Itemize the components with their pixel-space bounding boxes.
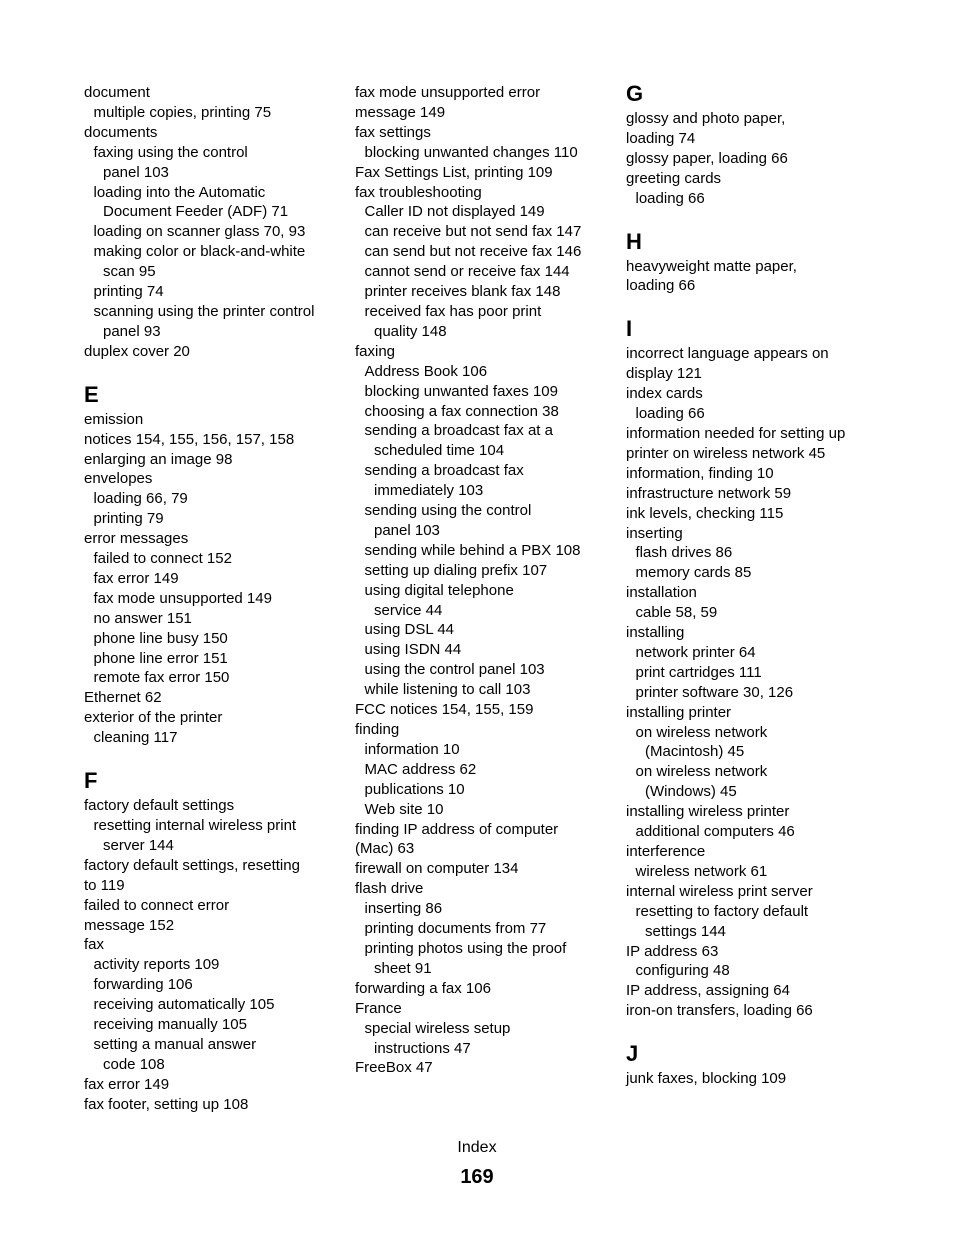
index-entry: forwarding a fax 106 <box>355 979 491 997</box>
index-subentry: setting a manual answer <box>93 1035 257 1053</box>
index-entry: (Mac) 63 <box>355 840 415 858</box>
index-subentry: loading 66 <box>635 189 705 207</box>
index-entry: failed to connect error <box>84 896 230 914</box>
section-letter-heading: I <box>626 316 633 342</box>
index-entry: heavyweight matte paper, <box>626 257 797 275</box>
index-entry: glossy paper, loading 66 <box>626 149 788 167</box>
index-subentry: cannot send or receive fax 144 <box>364 263 570 281</box>
index-entry: firewall on computer 134 <box>355 860 519 878</box>
index-subentry: scan 95 <box>103 263 156 281</box>
index-entry: FCC notices 154, 155, 159 <box>355 701 534 719</box>
index-subentry: print cartridges 111 <box>635 663 762 681</box>
index-subentry: code 108 <box>103 1055 165 1073</box>
index-subentry: multiple copies, printing 75 <box>93 103 272 121</box>
index-subentry: choosing a fax connection 38 <box>364 402 559 420</box>
index-entry: installing printer <box>626 703 732 721</box>
index-subentry: publications 10 <box>364 780 465 798</box>
index-subentry: Address Book 106 <box>364 362 488 380</box>
index-subentry: inserting 86 <box>364 900 443 918</box>
index-subentry: Caller ID not displayed 149 <box>364 203 545 221</box>
index-entry: interference <box>626 843 706 860</box>
index-entry: fax footer, setting up 108 <box>84 1095 249 1113</box>
index-subentry: received fax has poor print <box>364 302 542 320</box>
index-entry: enlarging an image 98 <box>84 450 233 468</box>
index-entry: finding IP address of computer <box>355 820 559 838</box>
index-subentry: scanning using the printer control <box>93 302 315 320</box>
index-entry: IP address 63 <box>626 942 719 960</box>
index-entry: message 152 <box>84 916 175 934</box>
index-entry: France <box>355 999 402 1017</box>
index-entry: information, finding 10 <box>626 464 774 482</box>
index-subentry: immediately 103 <box>374 482 484 500</box>
index-subentry: printer receives blank fax 148 <box>364 283 561 301</box>
index-subentry: Web site 10 <box>364 800 444 818</box>
index-subentry: while listening to call 103 <box>364 681 531 699</box>
index-subentry: server 144 <box>103 836 174 854</box>
index-subentry: phone line error 151 <box>93 649 228 667</box>
index-entry: display 121 <box>626 365 702 383</box>
index-subentry: faxing using the control <box>93 143 248 161</box>
index-subentry: failed to connect 152 <box>93 550 232 568</box>
index-entry: emission <box>84 410 144 428</box>
index-subentry: sending a broadcast fax at a <box>364 422 553 440</box>
index-subentry: Document Feeder (ADF) 71 <box>103 203 289 221</box>
index-entry: envelopes <box>84 470 153 488</box>
index-entry: infrastructure network 59 <box>626 484 792 502</box>
index-subentry: resetting to factory default <box>635 902 809 920</box>
index-entry: printer on wireless network 45 <box>626 444 826 462</box>
index-entry: notices 154, 155, 156, 157, 158 <box>84 430 295 448</box>
index-entry: installation <box>626 584 697 602</box>
index-entry: greeting cards <box>626 169 722 187</box>
index-subentry: special wireless setup <box>364 1019 511 1037</box>
index-entry: document <box>84 84 150 101</box>
index-entry: glossy and photo paper, <box>626 110 786 127</box>
index-entry: information needed for setting up <box>626 424 846 442</box>
index-subentry: additional computers 46 <box>635 823 795 841</box>
index-subentry: quality 148 <box>374 322 447 340</box>
index-subentry: (Macintosh) 45 <box>645 743 745 761</box>
index-entry: documents <box>84 123 158 141</box>
index-subentry: using ISDN 44 <box>364 641 462 659</box>
index-entry: factory default settings, resetting <box>84 856 300 874</box>
index-entry: incorrect language appears on <box>626 345 829 363</box>
index-subentry: on wireless network <box>635 723 768 741</box>
index-subentry: using DSL 44 <box>364 621 455 639</box>
index-subentry: settings 144 <box>645 922 726 940</box>
index-subentry: printer software 30, 126 <box>635 683 794 701</box>
index-entry: factory default settings <box>84 797 235 815</box>
index-entry: to 119 <box>84 876 125 894</box>
index-subentry: loading into the Automatic <box>93 183 266 201</box>
index-entry: faxing <box>355 342 396 360</box>
index-subentry: instructions 47 <box>374 1039 471 1057</box>
index-subentry: loading 66 <box>635 405 705 423</box>
index-subentry: memory cards 85 <box>635 564 752 582</box>
index-entry: exterior of the printer <box>84 709 223 727</box>
index-entry: installing <box>626 624 685 642</box>
index-subentry: cleaning 117 <box>93 729 178 747</box>
index-subentry: can send but not receive fax 146 <box>364 243 582 261</box>
index-column-1 <box>84 83 352 1115</box>
index-entry: fax mode unsupported error <box>355 84 541 101</box>
index-subentry: fax error 149 <box>93 569 179 587</box>
index-entry: fax error 149 <box>84 1075 170 1093</box>
index-subentry: receiving automatically 105 <box>93 996 275 1014</box>
index-entry: error messages <box>84 530 189 548</box>
index-subentry: sending while behind a PBX 108 <box>364 541 581 559</box>
index-subentry: wireless network 61 <box>635 862 768 880</box>
index-subentry: fax mode unsupported 149 <box>93 589 272 607</box>
index-entry: duplex cover 20 <box>84 342 190 360</box>
section-letter-heading: F <box>84 768 98 794</box>
index-subentry: printing documents from 77 <box>364 920 547 938</box>
index-entry: ink levels, checking 115 <box>626 504 784 522</box>
index-entry: flash drive <box>355 880 424 898</box>
section-letter-heading: J <box>626 1041 639 1067</box>
footer-section-title: Index <box>457 1139 497 1156</box>
index-subentry: making color or black-and-white <box>93 243 306 261</box>
index-subentry: can receive but not send fax 147 <box>364 223 582 241</box>
index-entry: Ethernet 62 <box>84 689 162 707</box>
index-entry: installing wireless printer <box>626 803 790 821</box>
section-letter-heading: G <box>626 81 644 106</box>
index-subentry: printing 74 <box>93 283 164 301</box>
index-subentry: receiving manually 105 <box>93 1016 247 1034</box>
index-column-3 <box>626 83 894 1089</box>
section-letter-heading: H <box>626 228 642 254</box>
index-subentry: service 44 <box>374 601 443 619</box>
index-subentry: setting up dialing prefix 107 <box>364 561 548 579</box>
index-subentry: MAC address 62 <box>364 760 477 778</box>
index-subentry: on wireless network <box>635 763 768 781</box>
index-subentry: no answer 151 <box>93 609 192 627</box>
index-entry: loading 66 <box>626 277 696 295</box>
index-subentry: scheduled time 104 <box>374 442 505 460</box>
index-subentry: sending a broadcast fax <box>364 462 524 480</box>
index-subentry: forwarding 106 <box>93 976 193 994</box>
index-subentry: loading on scanner glass 70, 93 <box>93 223 306 241</box>
index-subentry: configuring 48 <box>635 962 730 980</box>
index-subentry: (Windows) 45 <box>645 783 737 801</box>
index-subentry: blocking unwanted faxes 109 <box>364 382 558 400</box>
index-subentry: flash drives 86 <box>635 544 733 562</box>
index-subentry: panel 103 <box>103 163 169 181</box>
index-subentry: phone line busy 150 <box>93 629 228 647</box>
index-entry: finding <box>355 721 400 738</box>
index-subentry: loading 66, 79 <box>93 490 188 508</box>
index-subentry: sheet 91 <box>374 959 432 977</box>
index-entry: internal wireless print server <box>626 882 813 900</box>
section-letter-heading: E <box>84 381 99 407</box>
index-entry: junk faxes, blocking 109 <box>626 1070 787 1088</box>
index-subentry: cable 58, 59 <box>635 604 718 622</box>
index-entry: iron-on transfers, loading 66 <box>626 1002 813 1020</box>
index-column-2 <box>355 83 623 1078</box>
index-subentry: network printer 64 <box>635 643 756 661</box>
index-subentry: printing 79 <box>93 510 164 528</box>
page-number: 169 <box>460 1166 494 1188</box>
index-subentry: using digital telephone <box>364 581 514 599</box>
index-entry: loading 74 <box>626 129 696 147</box>
index-subentry: blocking unwanted changes 110 <box>364 143 578 161</box>
index-entry: index cards <box>626 385 703 403</box>
index-subentry: panel 103 <box>374 521 440 539</box>
index-entry: fax <box>84 936 105 954</box>
index-subentry: remote fax error 150 <box>93 669 230 687</box>
index-subentry: sending using the control <box>364 502 532 520</box>
index-entry: Fax Settings List, printing 109 <box>355 163 553 181</box>
index-entry: inserting <box>626 524 683 542</box>
index-subentry: information 10 <box>364 740 460 758</box>
index-subentry: printing photos using the proof <box>364 939 567 957</box>
index-entry: fax troubleshooting <box>355 183 482 201</box>
index-subentry: resetting internal wireless print <box>93 817 297 834</box>
index-subentry: activity reports 109 <box>93 956 220 974</box>
index-entry: FreeBox 47 <box>355 1059 433 1077</box>
index-entry: fax settings <box>355 123 431 141</box>
index-subentry: panel 93 <box>103 322 161 340</box>
index-subentry: using the control panel 103 <box>364 661 545 679</box>
index-entry: IP address, assigning 64 <box>626 982 790 1000</box>
index-entry: message 149 <box>355 103 446 121</box>
